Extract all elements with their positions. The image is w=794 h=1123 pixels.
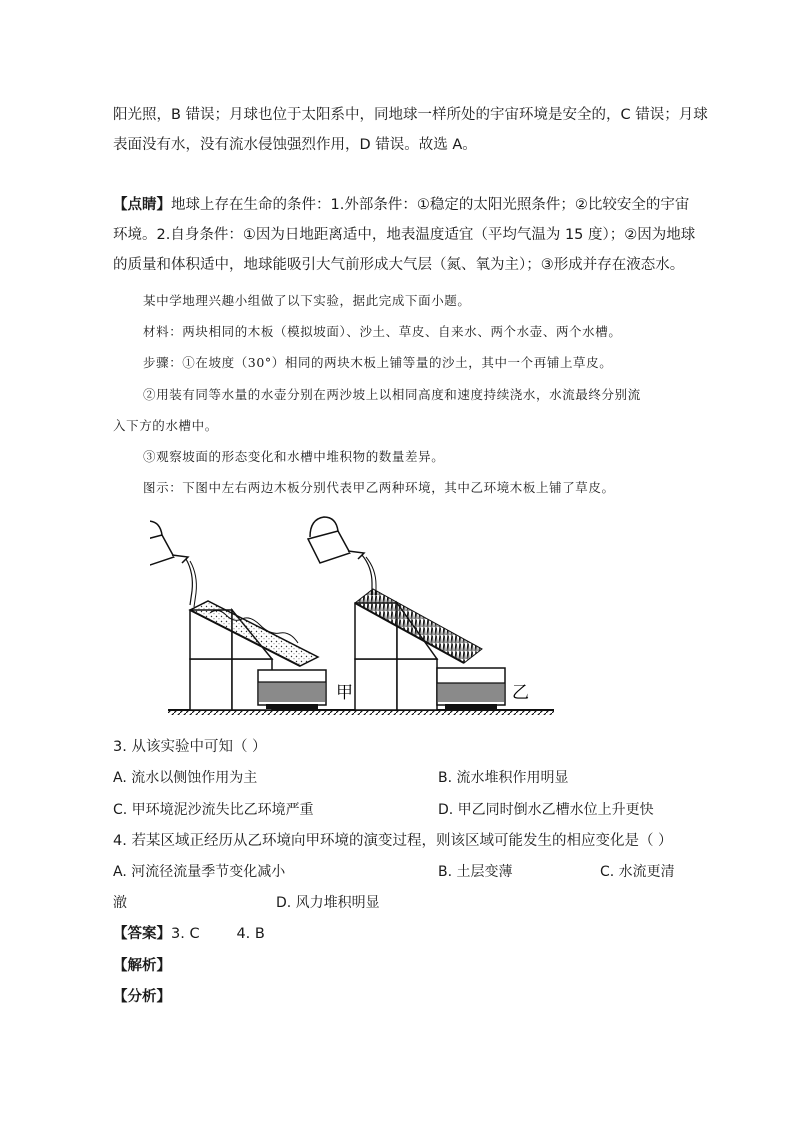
q4-stem: 4. 若某区域正经历从乙环境向甲环境的演变过程，则该区域可能发生的相应变化是（ ） — [113, 833, 673, 849]
explanation-line-2: 表面没有水，没有流水侵蚀强烈作用，D 错误。故选 A。 — [113, 137, 477, 153]
answer-line — [113, 924, 265, 944]
q4-option-d[interactable]: D. 风力堆积明显 — [276, 895, 380, 911]
material-list: 材料：两块相同的木板（模拟坡面）、沙土、草皮、自来水、两个水壶、两个水槽。 — [143, 324, 622, 339]
step-1: 步骤：①在坡度（30°）相同的两块木板上铺等量的沙土，其中一个再铺上草皮。 — [143, 355, 613, 370]
step-2b: 入下方的水槽中。 — [113, 418, 218, 433]
experiment-figure — [150, 515, 570, 720]
jiexi-heading: 【解析】 — [113, 958, 171, 974]
setup-yi — [308, 517, 505, 710]
dianjing-text-1: 地球上存在生命的条件：1.外部条件：①稳定的太阳光照条件；②比较安全的宇宙 — [171, 197, 690, 213]
q3-option-c[interactable]: C. 甲环境泥沙流失比乙环境严重 — [113, 802, 314, 818]
explanation-line-1: 阳光照，B 错误；月球也位于太阳系中，同地球一样所处的宇宙环境是安全的，C 错误；月球 — [113, 107, 708, 123]
fenxi-heading: 【分析】 — [113, 989, 171, 1005]
dianjing-line-2: 环境。2.自身条件：①因为日地距离适中，地表温度适宜（平均气温为 15 度）；②因为地球 — [113, 227, 696, 243]
material-intro: 某中学地理兴趣小组做了以下实验，据此完成下面小题。 — [143, 293, 471, 308]
q3-option-b[interactable]: B. 流水堆积作用明显 — [438, 770, 569, 786]
q3-option-a[interactable]: A. 流水以侧蚀作用为主 — [113, 770, 258, 786]
figure-legend: 图示：下图中左右两边木板分别代表甲乙两种环境，其中乙环境木板上铺了草皮。 — [143, 480, 615, 495]
label-yi: 乙 — [512, 683, 529, 702]
dianjing-line-3: 的质量和体积适中，地球能吸引大气前形成大气层（氮、氧为主）；③形成并存在液态水。 — [113, 257, 685, 273]
step-3: ③观察坡面的形态变化和水槽中堆积物的数量差异。 — [143, 449, 445, 464]
q3-stem: 3. 从该实验中可知（ ） — [113, 739, 267, 755]
label-jia: 甲 — [336, 683, 353, 702]
dianjing-tag: 【点睛】 — [113, 197, 171, 213]
q3-option-d[interactable]: D. 甲乙同时倒水乙槽水位上升更快 — [438, 802, 654, 818]
dianjing-line-1 — [113, 195, 689, 215]
answer-text: 3. C 4. B — [171, 926, 265, 942]
q4-option-c[interactable]: C. 水流更清 — [600, 864, 675, 880]
setup-jia — [150, 521, 326, 710]
step-2a: ②用装有同等水量的水壶分别在两沙坡上以相同高度和速度持续浇水，水流最终分别流 — [143, 387, 641, 402]
q4-option-b[interactable]: B. 土层变薄 — [438, 864, 513, 880]
q4-option-a[interactable]: A. 河流径流量季节变化减小 — [113, 864, 286, 880]
answer-tag: 【答案】 — [113, 926, 171, 942]
q4-option-c-cont: 澈 — [113, 895, 127, 911]
